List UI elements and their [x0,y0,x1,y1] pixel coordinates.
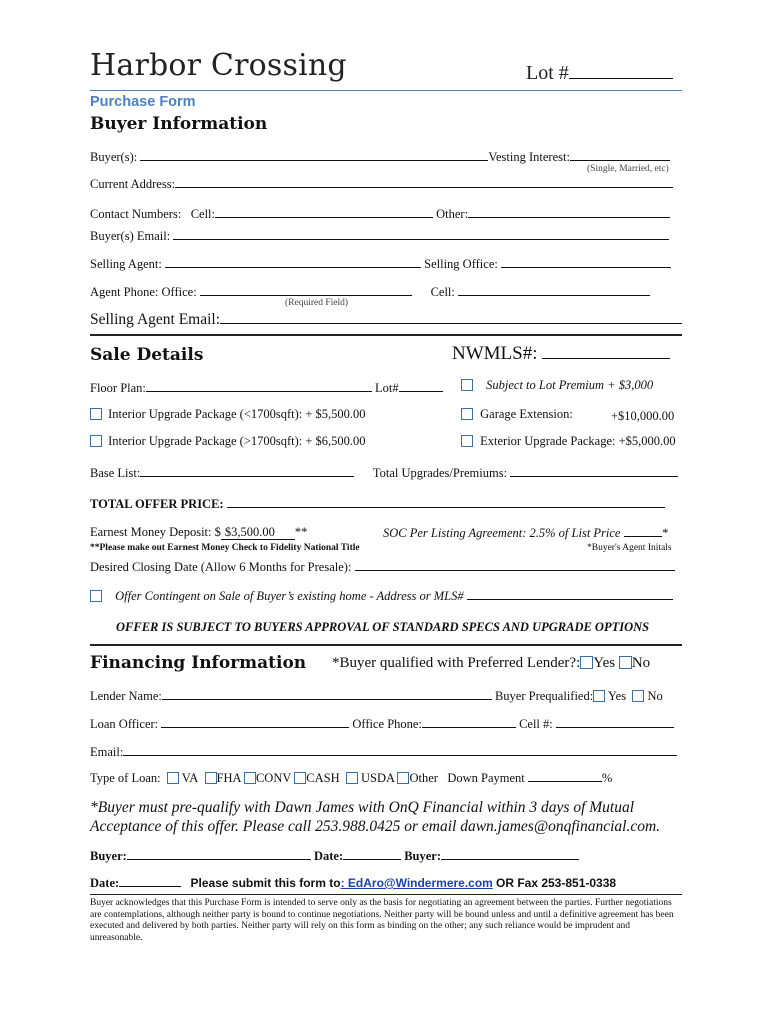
submit-text: Please submit this form to [190,876,341,890]
contingent-option[interactable] [90,588,673,604]
lot-premium-checkbox[interactable] [461,379,473,391]
preferred-lender-label: *Buyer qualified with Preferred Lender?: [332,655,581,671]
loan-type-label: Type of Loan: [90,771,161,785]
lender-email-label: Email: [90,745,124,759]
contingent-field[interactable] [467,588,673,600]
preferred-yes-checkbox[interactable] [580,656,593,669]
buyer-email-field[interactable] [173,228,669,240]
selling-office-field[interactable] [501,256,671,268]
prequalified-no-label: No [647,689,663,703]
percent-sign: % [601,771,613,785]
loan-conv-checkbox[interactable] [244,772,256,784]
office-phone-field[interactable] [422,716,516,728]
upgrade-small-label: Interior Upgrade Package (<1700sqft): + $5,500.00 [108,407,366,421]
contact-cell-field[interactable] [215,206,433,218]
lot-number-field[interactable] [569,64,673,79]
garage-price: +$10,000.00 [611,409,675,423]
sale-heading: Sale Details [90,345,204,365]
agent-email-row [90,310,682,329]
loan-type-row [90,770,612,786]
total-upgrades-label: Total Upgrades/Premiums: [372,466,508,480]
earnest-value[interactable]: $3,500.00 [221,525,295,540]
address-label: Current Address: [90,177,176,191]
closing-date-row [90,559,675,575]
upgrade-large-option[interactable] [90,434,366,449]
base-list-label: Base List: [90,466,141,480]
closing-date-field[interactable] [355,559,675,571]
title-divider [90,90,682,91]
contingent-checkbox[interactable] [90,590,102,602]
loan-other-label: Other [409,771,438,785]
total-upgrades-field[interactable] [510,465,678,477]
agent-cell-field[interactable] [458,284,650,296]
buyers-field[interactable] [140,149,488,161]
buyers-label: Buyer(s): [90,150,138,164]
earnest-row [90,525,307,540]
exterior-label: Exterior Upgrade Package: +$5,000.00 [480,434,676,448]
fax-text: OR Fax 253-851-0338 [495,876,617,890]
earnest-label: Earnest Money Deposit: $ [90,525,221,539]
loan-va-label: VA [181,771,199,785]
buyer-email-row [90,228,669,244]
prequalified-no-checkbox[interactable] [632,690,644,702]
garage-checkbox[interactable] [461,408,473,420]
office-phone-label: Office Phone: [352,717,422,731]
prequalified-yes-checkbox[interactable] [593,690,605,702]
nwmls-label: NWMLS#: [452,343,538,364]
required-hint: (Required Field) [285,298,349,308]
agent-email-label: Selling Agent Email: [90,311,221,328]
contact-other-field[interactable] [468,206,670,218]
upgrade-small-option[interactable] [90,407,366,422]
agent-phone-row [90,284,650,300]
preferred-yes-label: Yes [593,655,616,671]
cell-num-field[interactable] [556,716,674,728]
buyer2-sign-field[interactable] [441,848,579,860]
soc-star: * [661,526,668,540]
exterior-checkbox[interactable] [461,435,473,447]
soc-label: SOC Per Listing Agreement: 2.5% of List Price [383,526,621,540]
buyers-row [90,149,670,165]
buyer-sign-label: Buyer: [90,849,127,863]
contact-cell-label: Cell: [190,207,215,221]
disclaimer: Buyer acknowledges that this Purchase Form is intended to serve only as the basis for negotiating an agreement between the parties. Further negotiations are contemplations, although neither party is bound to continue negotiations. Neither party will be bound unless and until a definitive agreement has been executed and delivered by both parties. Neither party will rely on this form as binding on the other; any such reliance would be imprudent and unreasonable. [90,898,674,943]
agent-phone-field[interactable] [200,284,412,296]
base-list-row [90,465,678,481]
earnest-stars: ** [294,525,308,539]
loan-officer-field[interactable] [161,716,349,728]
selling-agent-field[interactable] [165,256,421,268]
prequalified-label: Buyer Prequalified: [494,689,594,703]
loan-usda-label: USDA [361,771,395,785]
financing-divider [90,644,682,646]
address-field[interactable] [175,176,673,188]
agent-phone-label: Agent Phone: Office: [90,285,197,299]
loan-cash-checkbox[interactable] [294,772,306,784]
offer-subject-note: OFFER IS SUBJECT TO BUYERS APPROVAL OF STANDARD SPECS AND UPGRADE OPTIONS [116,620,650,634]
selling-office-label: Selling Office: [424,257,498,271]
contact-label: Contact Numbers: [90,207,182,221]
lot-num-label: Lot# [375,381,399,395]
agent-cell-label: Cell: [430,285,455,299]
buyer-email-label: Buyer(s) Email: [90,229,171,243]
loan-other-checkbox[interactable] [397,772,409,784]
prequalify-note-line1: *Buyer must pre-qualify with Dawn James with OnQ Financial within 3 days of Mutual [90,799,635,816]
loan-fha-checkbox[interactable] [205,772,217,784]
initials-note: *Buyer's Agent Initals [587,543,672,553]
vesting-field[interactable] [570,149,670,161]
sale-divider [90,334,682,336]
lot-number-label [526,62,673,85]
down-payment-field[interactable] [528,770,602,782]
vesting-hint: (Single, Married, etc) [587,164,669,174]
submit-row [90,875,616,891]
lender-label: Lender Name: [90,689,162,703]
lender-row [90,688,663,704]
contact-other-label: Other: [436,207,469,221]
loan-cash-label: CASH [306,771,340,785]
loan-officer-label: Loan Officer: [90,717,159,731]
form-subtitle: Purchase Form [90,94,196,110]
buyer-sign-field[interactable] [127,848,311,860]
total-offer-label: TOTAL OFFER PRICE: [90,497,224,511]
earnest-note: **Please make out Earnest Money Check to Fidelity National Title [90,543,360,553]
sign-date-label: Date: [313,849,344,863]
nwmls-row [452,343,670,365]
lender-email-row [90,744,677,760]
page-title: Harbor Crossing [90,48,347,83]
upgrade-large-checkbox[interactable] [90,435,102,447]
contingent-label: Offer Contingent on Sale of Buyer’s existing home - Address or MLS# [115,589,464,603]
cell-num-label: Cell #: [519,717,553,731]
signature-row [90,848,579,864]
selling-agent-row [90,256,671,272]
upgrade-large-label: Interior Upgrade Package (>1700sqft): + $6,500.00 [108,434,366,448]
selling-agent-label: Selling Agent: [90,257,162,271]
financing-heading: Financing Information [90,653,307,673]
down-payment-label: Down Payment [447,771,525,785]
total-offer-row [90,496,665,512]
address-row [90,176,673,192]
disclaimer-divider [90,894,682,895]
lot-num-field[interactable] [399,380,443,392]
lender-field[interactable] [162,688,492,700]
exterior-option[interactable] [461,434,676,449]
agent-email-field[interactable] [220,310,682,324]
loan-usda-checkbox[interactable] [346,772,358,784]
soc-initials-field[interactable] [624,525,662,537]
closing-date-label: Desired Closing Date (Allow 6 Months for Presale): [90,560,352,574]
prequalify-note-line2: Acceptance of this offer. Please call 253.988.0425 or email dawn.james@onqfinancial.com. [90,818,661,835]
date2-field[interactable] [119,875,181,887]
floor-plan-label: Floor Plan: [90,381,146,395]
upgrade-small-checkbox[interactable] [90,408,102,420]
preferred-lender-row [332,655,650,672]
nwmls-field[interactable] [542,343,670,359]
total-offer-field[interactable] [227,496,665,508]
date2-label: Date: [90,876,120,890]
preferred-no-label: No [631,655,651,671]
loan-va-checkbox[interactable] [167,772,179,784]
floor-plan-row [90,380,443,396]
lot-label-text: Lot # [526,62,569,84]
sign-date-field[interactable] [343,848,401,860]
prequalified-yes-label: Yes [607,689,627,703]
garage-option[interactable] [461,407,573,422]
preferred-no-checkbox[interactable] [619,656,632,669]
buyer2-sign-label: Buyer: [404,849,442,863]
soc-row [383,525,668,541]
submit-email-link[interactable]: : EdAro@Windermere.com [340,876,493,890]
vesting-label: Vesting Interest: [488,150,570,164]
base-list-field[interactable] [140,465,354,477]
loan-officer-row [90,716,674,732]
lot-premium-option[interactable] [461,378,653,393]
lot-premium-label: Subject to Lot Premium + $3,000 [486,378,654,392]
garage-label: Garage Extension: [480,407,573,421]
loan-conv-label: CONV [255,771,292,785]
loan-fha-label: FHA [216,771,241,785]
contact-row [90,206,670,222]
lender-email-field[interactable] [123,744,677,756]
floor-plan-field[interactable] [146,380,372,392]
buyer-info-heading: Buyer Information [90,114,268,134]
